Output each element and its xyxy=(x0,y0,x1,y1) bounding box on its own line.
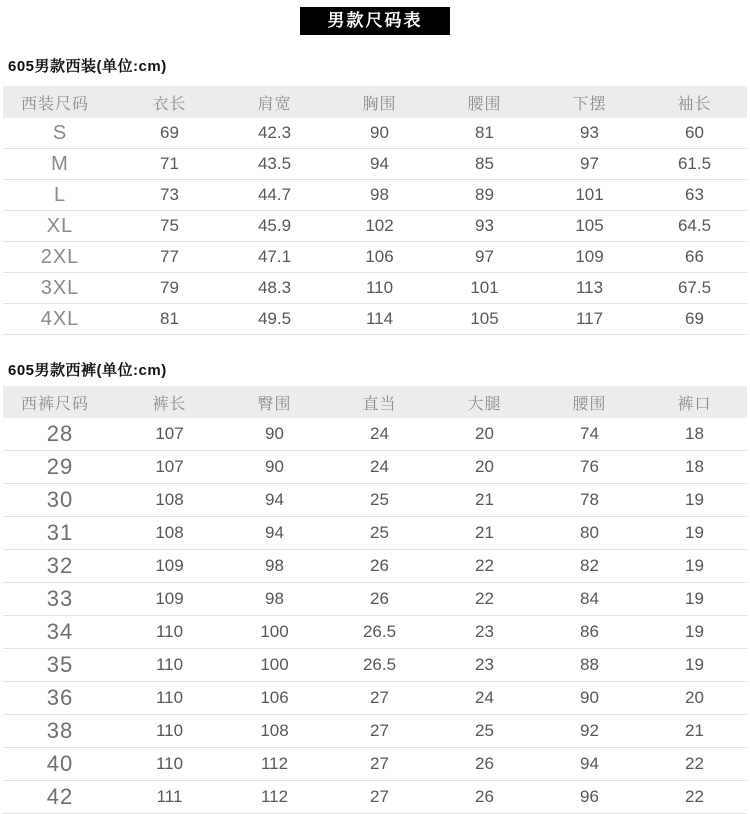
value-cell: 82 xyxy=(537,550,642,583)
size-cell: 36 xyxy=(3,682,117,715)
header-row xyxy=(3,386,747,418)
size-cell: S xyxy=(3,118,117,149)
size-cell: 3XL xyxy=(3,273,117,304)
table-row xyxy=(3,451,747,484)
value-cell: 45.9 xyxy=(222,211,327,242)
value-cell: 22 xyxy=(432,583,537,616)
value-cell: 96 xyxy=(537,781,642,814)
value-cell: 109 xyxy=(117,550,222,583)
value-cell: 108 xyxy=(222,715,327,748)
value-cell: 60 xyxy=(642,118,747,149)
column-header: 西装尺码 xyxy=(3,86,117,118)
value-cell: 19 xyxy=(642,616,747,649)
size-cell: 35 xyxy=(3,649,117,682)
value-cell: 27 xyxy=(327,715,432,748)
column-header: 裤口 xyxy=(642,386,747,418)
value-cell: 107 xyxy=(117,418,222,451)
value-cell: 74 xyxy=(537,418,642,451)
value-cell: 109 xyxy=(117,583,222,616)
value-cell: 26 xyxy=(432,781,537,814)
value-cell: 106 xyxy=(222,682,327,715)
value-cell: 26 xyxy=(327,583,432,616)
value-cell: 93 xyxy=(432,211,537,242)
value-cell: 100 xyxy=(222,649,327,682)
value-cell: 97 xyxy=(537,149,642,180)
size-cell: 2XL xyxy=(3,242,117,273)
value-cell: 90 xyxy=(222,418,327,451)
pants-size-table xyxy=(3,386,747,814)
size-cell: 32 xyxy=(3,550,117,583)
value-cell: 78 xyxy=(537,484,642,517)
value-cell: 71 xyxy=(117,149,222,180)
table-row xyxy=(3,242,747,273)
value-cell: 112 xyxy=(222,748,327,781)
suit-size-section xyxy=(0,55,750,335)
value-cell: 90 xyxy=(537,682,642,715)
size-chart-page xyxy=(0,7,750,814)
column-header: 下摆 xyxy=(537,86,642,118)
value-cell: 109 xyxy=(537,242,642,273)
value-cell: 90 xyxy=(327,118,432,149)
value-cell: 93 xyxy=(537,118,642,149)
value-cell: 20 xyxy=(432,418,537,451)
table-row xyxy=(3,484,747,517)
value-cell: 92 xyxy=(537,715,642,748)
value-cell: 117 xyxy=(537,304,642,335)
value-cell: 26.5 xyxy=(327,616,432,649)
size-cell: 30 xyxy=(3,484,117,517)
value-cell: 27 xyxy=(327,682,432,715)
size-cell: 4XL xyxy=(3,304,117,335)
value-cell: 76 xyxy=(537,451,642,484)
value-cell: 24 xyxy=(327,451,432,484)
value-cell: 63 xyxy=(642,180,747,211)
value-cell: 98 xyxy=(327,180,432,211)
value-cell: 73 xyxy=(117,180,222,211)
value-cell: 69 xyxy=(117,118,222,149)
size-cell: L xyxy=(3,180,117,211)
value-cell: 79 xyxy=(117,273,222,304)
value-cell: 81 xyxy=(117,304,222,335)
value-cell: 113 xyxy=(537,273,642,304)
value-cell: 25 xyxy=(327,517,432,550)
value-cell: 26 xyxy=(327,550,432,583)
value-cell: 101 xyxy=(537,180,642,211)
value-cell: 85 xyxy=(432,149,537,180)
column-header: 肩宽 xyxy=(222,86,327,118)
value-cell: 20 xyxy=(432,451,537,484)
value-cell: 94 xyxy=(222,517,327,550)
value-cell: 66 xyxy=(642,242,747,273)
column-header: 衣长 xyxy=(117,86,222,118)
value-cell: 22 xyxy=(642,781,747,814)
table-row xyxy=(3,180,747,211)
value-cell: 23 xyxy=(432,616,537,649)
value-cell: 106 xyxy=(327,242,432,273)
suit-section-title: 605男款西装(单位:cm) xyxy=(8,58,167,75)
column-header: 臀围 xyxy=(222,386,327,418)
value-cell: 100 xyxy=(222,616,327,649)
value-cell: 18 xyxy=(642,451,747,484)
column-header: 腰围 xyxy=(537,386,642,418)
value-cell: 80 xyxy=(537,517,642,550)
value-cell: 26.5 xyxy=(327,649,432,682)
value-cell: 19 xyxy=(642,550,747,583)
value-cell: 88 xyxy=(537,649,642,682)
size-cell: 28 xyxy=(3,418,117,451)
value-cell: 112 xyxy=(222,781,327,814)
value-cell: 86 xyxy=(537,616,642,649)
value-cell: 110 xyxy=(117,682,222,715)
value-cell: 110 xyxy=(327,273,432,304)
table-row xyxy=(3,649,747,682)
value-cell: 81 xyxy=(432,118,537,149)
pants-size-section xyxy=(0,359,750,814)
value-cell: 105 xyxy=(537,211,642,242)
value-cell: 44.7 xyxy=(222,180,327,211)
value-cell: 110 xyxy=(117,649,222,682)
value-cell: 23 xyxy=(432,649,537,682)
value-cell: 89 xyxy=(432,180,537,211)
value-cell: 108 xyxy=(117,484,222,517)
value-cell: 94 xyxy=(327,149,432,180)
table-row xyxy=(3,550,747,583)
size-cell: XL xyxy=(3,211,117,242)
value-cell: 67.5 xyxy=(642,273,747,304)
column-header: 腰围 xyxy=(432,86,537,118)
value-cell: 90 xyxy=(222,451,327,484)
table-row xyxy=(3,748,747,781)
value-cell: 94 xyxy=(537,748,642,781)
value-cell: 42.3 xyxy=(222,118,327,149)
size-cell: M xyxy=(3,149,117,180)
size-cell: 29 xyxy=(3,451,117,484)
column-header: 裤长 xyxy=(117,386,222,418)
table-row xyxy=(3,715,747,748)
value-cell: 21 xyxy=(642,715,747,748)
value-cell: 19 xyxy=(642,517,747,550)
size-cell: 38 xyxy=(3,715,117,748)
value-cell: 110 xyxy=(117,715,222,748)
value-cell: 48.3 xyxy=(222,273,327,304)
table-row xyxy=(3,418,747,451)
value-cell: 47.1 xyxy=(222,242,327,273)
size-cell: 40 xyxy=(3,748,117,781)
value-cell: 98 xyxy=(222,550,327,583)
value-cell: 25 xyxy=(327,484,432,517)
value-cell: 26 xyxy=(432,748,537,781)
column-header: 袖长 xyxy=(642,86,747,118)
value-cell: 101 xyxy=(432,273,537,304)
value-cell: 69 xyxy=(642,304,747,335)
value-cell: 84 xyxy=(537,583,642,616)
value-cell: 43.5 xyxy=(222,149,327,180)
table-row xyxy=(3,118,747,149)
header-row xyxy=(3,86,747,118)
page-title: 男款尺码表 xyxy=(300,7,450,35)
value-cell: 97 xyxy=(432,242,537,273)
column-header: 胸围 xyxy=(327,86,432,118)
value-cell: 108 xyxy=(117,517,222,550)
value-cell: 61.5 xyxy=(642,149,747,180)
value-cell: 77 xyxy=(117,242,222,273)
table-row xyxy=(3,583,747,616)
table-row xyxy=(3,149,747,180)
value-cell: 114 xyxy=(327,304,432,335)
value-cell: 21 xyxy=(432,484,537,517)
value-cell: 102 xyxy=(327,211,432,242)
value-cell: 24 xyxy=(327,418,432,451)
table-row xyxy=(3,616,747,649)
value-cell: 24 xyxy=(432,682,537,715)
pants-section-title: 605男款西裤(单位:cm) xyxy=(8,362,167,379)
table-row xyxy=(3,304,747,335)
size-cell: 31 xyxy=(3,517,117,550)
value-cell: 22 xyxy=(432,550,537,583)
value-cell: 25 xyxy=(432,715,537,748)
value-cell: 105 xyxy=(432,304,537,335)
table-row xyxy=(3,517,747,550)
value-cell: 21 xyxy=(432,517,537,550)
value-cell: 19 xyxy=(642,649,747,682)
value-cell: 18 xyxy=(642,418,747,451)
column-header: 直当 xyxy=(327,386,432,418)
value-cell: 27 xyxy=(327,781,432,814)
table-row xyxy=(3,682,747,715)
value-cell: 111 xyxy=(117,781,222,814)
value-cell: 27 xyxy=(327,748,432,781)
value-cell: 75 xyxy=(117,211,222,242)
value-cell: 22 xyxy=(642,748,747,781)
value-cell: 49.5 xyxy=(222,304,327,335)
size-cell: 34 xyxy=(3,616,117,649)
value-cell: 19 xyxy=(642,583,747,616)
table-row xyxy=(3,211,747,242)
value-cell: 110 xyxy=(117,616,222,649)
value-cell: 19 xyxy=(642,484,747,517)
value-cell: 20 xyxy=(642,682,747,715)
value-cell: 94 xyxy=(222,484,327,517)
value-cell: 64.5 xyxy=(642,211,747,242)
column-header: 西裤尺码 xyxy=(3,386,117,418)
value-cell: 107 xyxy=(117,451,222,484)
suit-size-table xyxy=(3,86,747,335)
table-row xyxy=(3,781,747,814)
column-header: 大腿 xyxy=(432,386,537,418)
value-cell: 98 xyxy=(222,583,327,616)
size-cell: 33 xyxy=(3,583,117,616)
value-cell: 110 xyxy=(117,748,222,781)
table-row xyxy=(3,273,747,304)
size-cell: 42 xyxy=(3,781,117,814)
